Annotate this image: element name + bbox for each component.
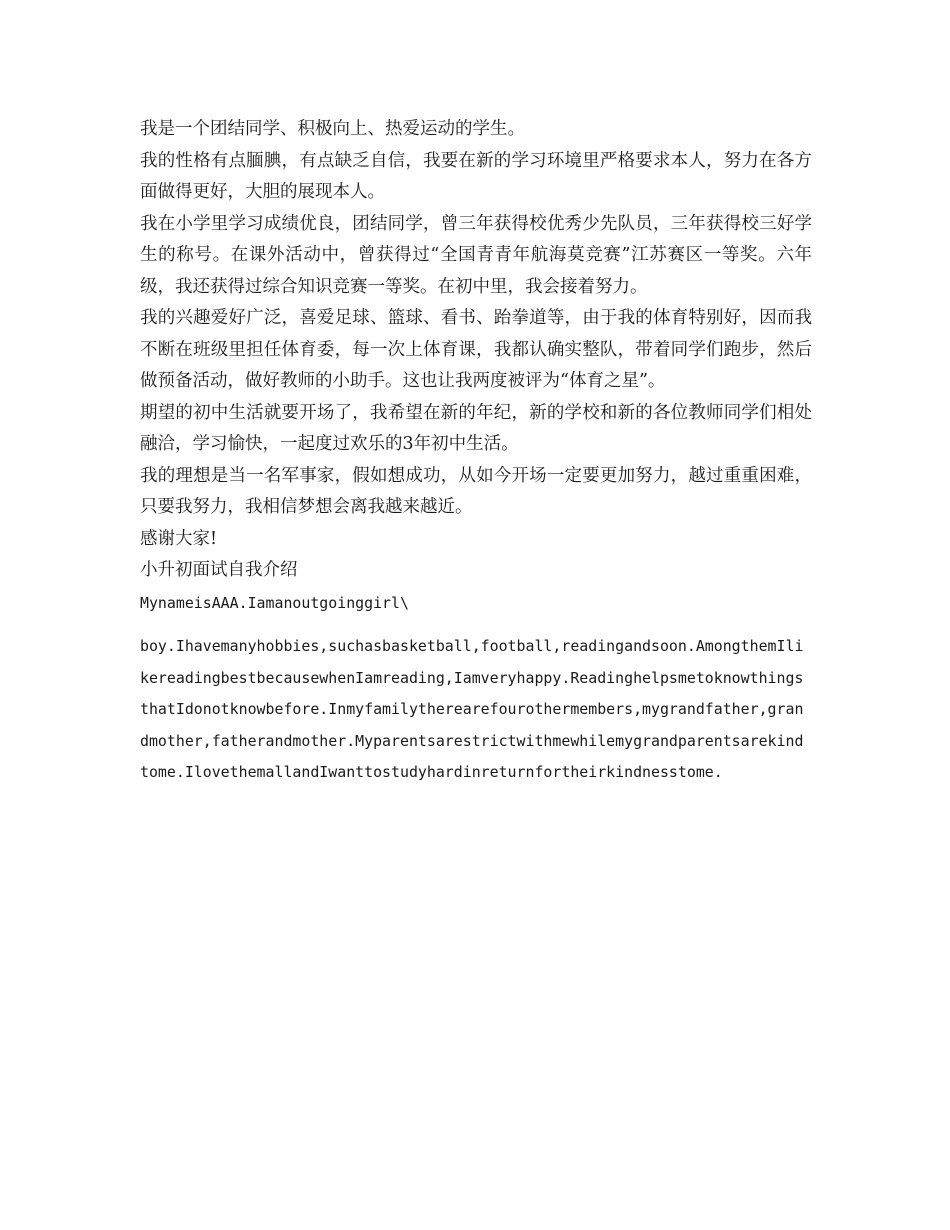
paragraph-thanks: 感谢大家! (140, 528, 218, 549)
english-intro-body: boy.Ihavemanyhobbies,suchasbasketball,football,readingandsoon.AmongthemIlikereadingbestbecausewhenIamreading,Iamveryhappy.ReadinghelpsmetoknowthingsthatIdonotknowbefore.Inmyfamilytherearefourothermembers,mygrandfather,grandmother,fatherandmother.Myparentsarestrictwithmewhilemygrandparentsarekindtome.IlovethemallandIwanttostudyhardinreturnfortheirkindnesstome. (140, 637, 804, 781)
paragraph-personality: 我的性格有点腼腆，有点缺乏自信，我要在新的学习环境里严格要求本人，努力在各方面做得更好，大胆的展现本人。 (140, 150, 812, 202)
paragraph-intro: 我是一个团结同学、积极向上、热爱运动的学生。 (140, 119, 525, 139)
document-page (140, 114, 812, 789)
paragraph-achievements: 我在小学里学习成绩优良，团结同学，曾三年获得校优秀少先队员，三年获得校三好学生的称号。在课外活动中，曾获得过“全国青青年航海莫竞赛”江苏赛区一等奖。六年级，我还获得过综合知识竞赛一等奖。在初中里，我会接着努力。 (140, 213, 812, 297)
paragraph-expectations: 期望的初中生活就要开场了，我希望在新的年纪，新的学校和新的各位教师同学们相处融洽，学习愉快，一起度过欢乐的3年初中生活。 (140, 402, 812, 454)
paragraph-hobbies: 我的兴趣爱好广泛，喜爱足球、篮球、看书、跆拳道等，由于我的体育特别好，因而我不断在班级里担任体育委，每一次上体育课，我都认确实整队，带着同学们跑步，然后做预备活动，做好教师的小助手。这也让我两度被评为“体育之星”。 (140, 308, 812, 391)
paragraph-ideal: 我的理想是当一名军事家，假如想成功，从如今开场一定要更加努力，越过重重困难，只要我努力，我相信梦想会离我越来越近。 (140, 465, 812, 517)
english-intro-line: MynameisAAA.Iamanoutgoinggirl\ (140, 593, 409, 612)
section-heading: 小升初面试自我介绍 (140, 560, 298, 580)
